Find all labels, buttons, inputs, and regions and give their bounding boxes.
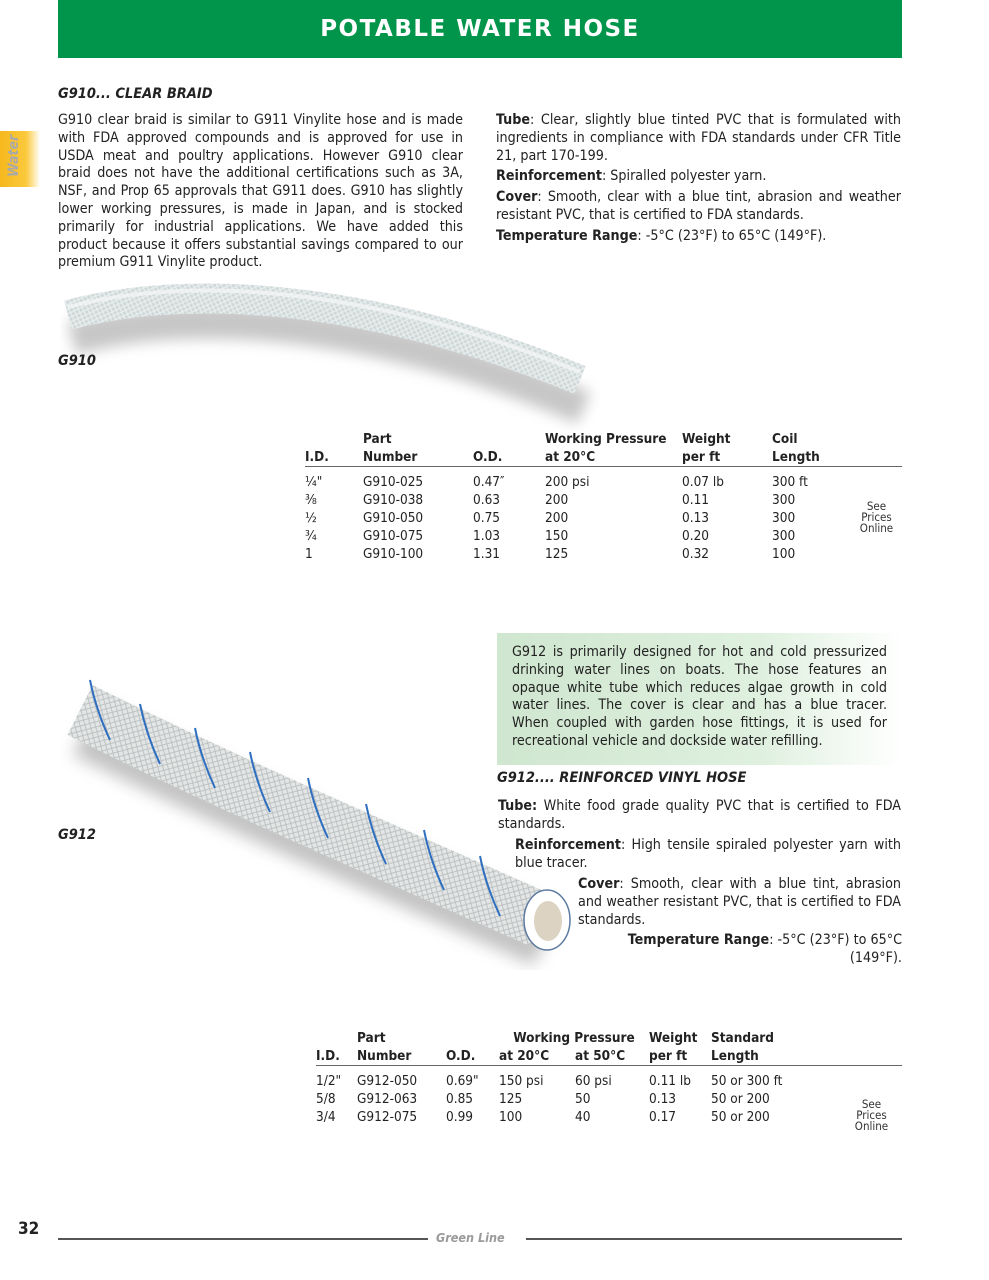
- table-row: ¼" G910-025 0.47″ 200 psi 0.07 lb 300 ft See Prices Online: [305, 473, 902, 491]
- page-number: 32: [18, 1219, 40, 1239]
- g910-price-note: See Prices Online: [859, 499, 894, 535]
- g912-heading: G912.... REINFORCED VINYL HOSE: [497, 770, 747, 786]
- g910-spec-temperature: Temperature Range: -5°C (23°F) to 65°C (149°F).: [496, 227, 827, 244]
- table-header-top: Part Working Pressure Weight Coil: [363, 431, 798, 447]
- g912-intro: G912 is primarily designed for hot and cold pressurized drinking water lines on boats. The hose features an opaque white tube which reduces algae growth in cold water lines. The cover is clear and has a blue tracer. When coupled with garden hose fittings, it is used for recreational vehicle and dockside water refilling.: [512, 644, 887, 749]
- page-banner: [58, 0, 902, 58]
- table-row: 5/8 G912-063 0.85 125 50 0.13 50 or 200: [316, 1090, 770, 1107]
- g910-spec-tube: Tube: Clear, slightly blue tinted PVC that is formulated with ingredients in compliance with FDA standards under CFR Title 21, part 170-199.: [496, 112, 901, 164]
- g910-specs: [496, 112, 901, 246]
- g912-spec-table: [316, 1029, 902, 1133]
- footer-brand: Green Line: [436, 1230, 505, 1245]
- g912-spec-temperature: Temperature Range: -5°C (23°F) to 65°C (149°F).: [627, 932, 902, 966]
- g910-image-label: G910: [58, 353, 96, 369]
- g912-spec-tube: Tube: White food grade quality PVC that is certified to FDA standards.: [498, 798, 901, 832]
- g912-hose-image: [60, 670, 580, 970]
- g912-image-label: G912: [58, 827, 96, 843]
- section-tab-water: [0, 131, 40, 187]
- g910-hose-image: [60, 280, 600, 430]
- table-row: ⅜ G910-038 0.63 200 0.11 300: [305, 491, 796, 508]
- g910-spec-reinforcement: Reinforcement: Spiralled polyester yarn.: [496, 168, 767, 185]
- g912-spec-cover: Cover: Smooth, clear with a blue tint, abrasion and weather resistant PVC, that is certified to FDA standards.: [578, 876, 901, 928]
- g912-spec-reinforcement: Reinforcement: High tensile spiraled polyester yarn with blue tracer.: [515, 837, 901, 871]
- g910-description: G910 clear braid is similar to G911 Vinylite hose and is made with FDA approved compounds and is approved for use in USDA meat and poultry applications. However G910 clear braid does not have the additional certifications such as 3A, NSF, and Prop 65 approvals that G911 does. G910 has slightly lower working pressures, is made in Japan, and is stocked primarily for industrial applications. We have added this product because it offers substantial savings compared to our premium G911 Vinylite product.: [58, 112, 463, 271]
- table-row: ½ G910-050 0.75 200 0.13 300: [305, 509, 796, 526]
- table-row: 1/2" G912-050 0.69" 150 psi 60 psi 0.11 lb 50 or 300 ft See Prices Online: [316, 1072, 902, 1090]
- g912-price-note: See Prices Online: [854, 1096, 889, 1133]
- table-header-bottom: I.D. Number O.D. at 20°C at 50°C per ft Length: [316, 1047, 902, 1066]
- section-tab-label: Water: [6, 134, 22, 177]
- page-title: POTABLE WATER HOSE: [320, 16, 640, 42]
- table-row: 1 G910-100 1.31 125 0.32 100: [305, 545, 796, 562]
- g910-spec-cover: Cover: Smooth, clear with a blue tint, abrasion and weather resistant PVC, that is certified to FDA standards.: [496, 189, 901, 223]
- g910-heading: G910... CLEAR BRAID: [58, 86, 213, 102]
- footer-rule-right: [526, 1238, 902, 1240]
- table-row: ¾ G910-075 1.03 150 0.20 300: [305, 527, 796, 544]
- footer-rule-left: [58, 1238, 428, 1240]
- table-header-bottom: I.D. Number O.D. at 20°C per ft Length: [305, 448, 902, 467]
- g910-spec-table: [305, 430, 902, 563]
- table-header-top: Part Working Pressure Weight Standard: [357, 1030, 774, 1046]
- table-row: 3/4 G912-075 0.99 100 40 0.17 50 or 200: [316, 1108, 770, 1125]
